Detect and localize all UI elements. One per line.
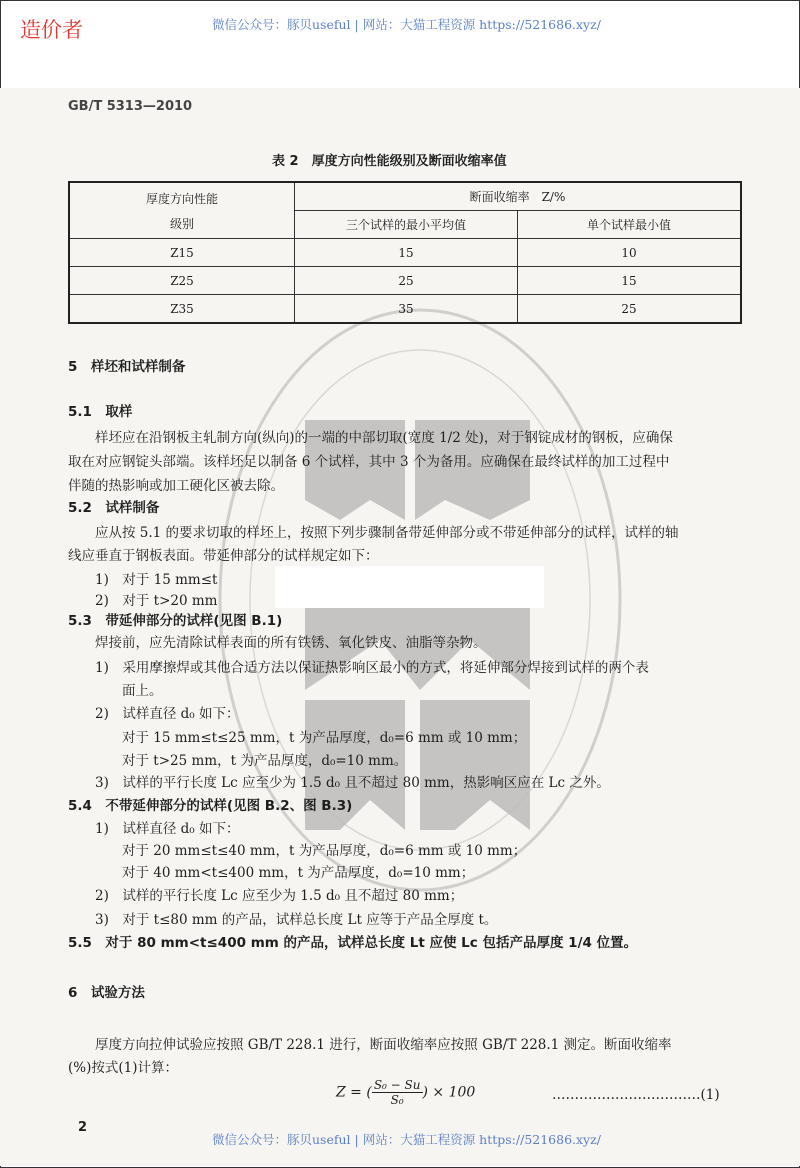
text-line: 2) 试样的平行长度 Lc 应至少为 1.5 d₀ 且不超过 80 mm；: [68, 888, 464, 904]
text-line: 5.3 带延伸部分的试样(见图 B.1): [68, 613, 283, 629]
text-line: 应从按 5.1 的要求切取的样坯上，按照下列步骤制备带延伸部分或不带延伸部分的试样，试样的轴: [68, 525, 679, 541]
header-reduction: 断面收缩率 Z/%: [295, 182, 742, 211]
formula-1: Z = ( $\frac{\text{S₀ − Su}}{\text{S₀}}$ ) × 100: [336, 1078, 476, 1107]
page-number: 2: [78, 1120, 88, 1135]
text-line: 5 样坯和试样制备: [68, 359, 186, 375]
header-min-average: 三个试样的最小平均值: [295, 211, 518, 239]
text-line: 6 试验方法: [68, 985, 145, 1001]
text-line: 2) 试样直径 d₀ 如下：: [68, 706, 240, 722]
table-row: Z25 25 15: [69, 267, 741, 295]
table-row: Z15 15 10: [69, 239, 741, 267]
table-title: 表 2 厚度方向性能级别及断面收缩率值: [272, 154, 507, 169]
text-line: 样坯应在沿钢板主轧制方向(纵向)的一端的中部切取(宽度 1/2 处)，对于钢锭成材的钢板，应确保: [68, 430, 673, 446]
text-line: 对于 20 mm≤t≤40 mm，t 为产品厚度，d₀=6 mm 或 10 mm；: [68, 843, 527, 859]
text-line: 5.1 取样: [68, 404, 133, 420]
text-line: 面上。: [68, 683, 163, 699]
brand-watermark: 造价者: [20, 18, 83, 42]
text-line: (%)按式(1)计算：: [68, 1060, 178, 1076]
text-line: 焊接前，应先清除试样表面的所有铁锈、氧化铁皮、油脂等杂物。: [68, 635, 487, 651]
header-min-single: 单个试样最小值: [518, 211, 742, 239]
footer-watermark: 微信公众号：豚贝useful | 网站：大猫工程资源 https://521686.xyz/: [212, 1132, 601, 1147]
text-line: 对于 40 mm<t≤400 mm，t 为产品厚度，d₀=10 mm；: [68, 865, 475, 881]
text-line: 5.5 对于 80 mm<t≤400 mm 的产品，试样总长度 Lt 应使 Lc 包括产品厚度 1/4 位置。: [68, 935, 638, 951]
header-watermark: 微信公众号：豚贝useful | 网站：大猫工程资源 https://521686.xyz/: [212, 17, 601, 32]
text-line: 5.2 试样制备: [68, 500, 160, 516]
text-line: 2) 对于 t>20 mm: [68, 593, 218, 609]
standard-number: GB/T 5313—2010: [68, 99, 193, 114]
text-line: 伴随的热影响或加工硬化区被去除。: [68, 478, 284, 494]
thickness-grade-table: [68, 181, 742, 324]
formula-label: ……………………………(1): [552, 1087, 720, 1103]
redaction-box: [275, 566, 544, 608]
text-line: 厚度方向拉伸试验应按照 GB/T 228.1 进行，断面收缩率应按照 GB/T 228.1 测定。断面收缩率: [68, 1037, 672, 1053]
text-line: 3) 对于 t≤80 mm 的产品，试样总长度 Lt 应等于产品全厚度 t。: [68, 912, 498, 928]
text-line: 1) 试样直径 d₀ 如下：: [68, 821, 240, 837]
text-line: 对于 15 mm≤t≤25 mm，t 为产品厚度，d₀=6 mm 或 10 mm；: [68, 730, 527, 746]
text-line: 1) 采用摩擦焊或其他合适方法以保证热影响区最小的方式，将延伸部分焊接到试样的两个表: [68, 660, 649, 676]
header-grade: 厚度方向性能 级别: [69, 182, 295, 239]
text-line: 3) 试样的平行长度 Lc 应至少为 1.5 d₀ 且不超过 80 mm，热影响区应在 Lc 之外。: [68, 775, 610, 791]
text-line: 对于 t>25 mm，t 为产品厚度，d₀=10 mm。: [68, 753, 408, 769]
table-row: Z35 35 25: [69, 295, 741, 324]
text-line: 线应垂直于钢板表面。带延伸部分的试样规定如下：: [68, 548, 379, 564]
text-line: 1) 对于 15 mm≤t: [68, 572, 218, 588]
text-line: 取在对应钢锭头部端。该样坯足以制备 6 个试样，其中 3 个为备用。应确保在最终试样的加工过程中: [68, 454, 670, 470]
text-line: 5.4 不带延伸部分的试样(见图 B.2、图 B.3): [68, 798, 353, 814]
